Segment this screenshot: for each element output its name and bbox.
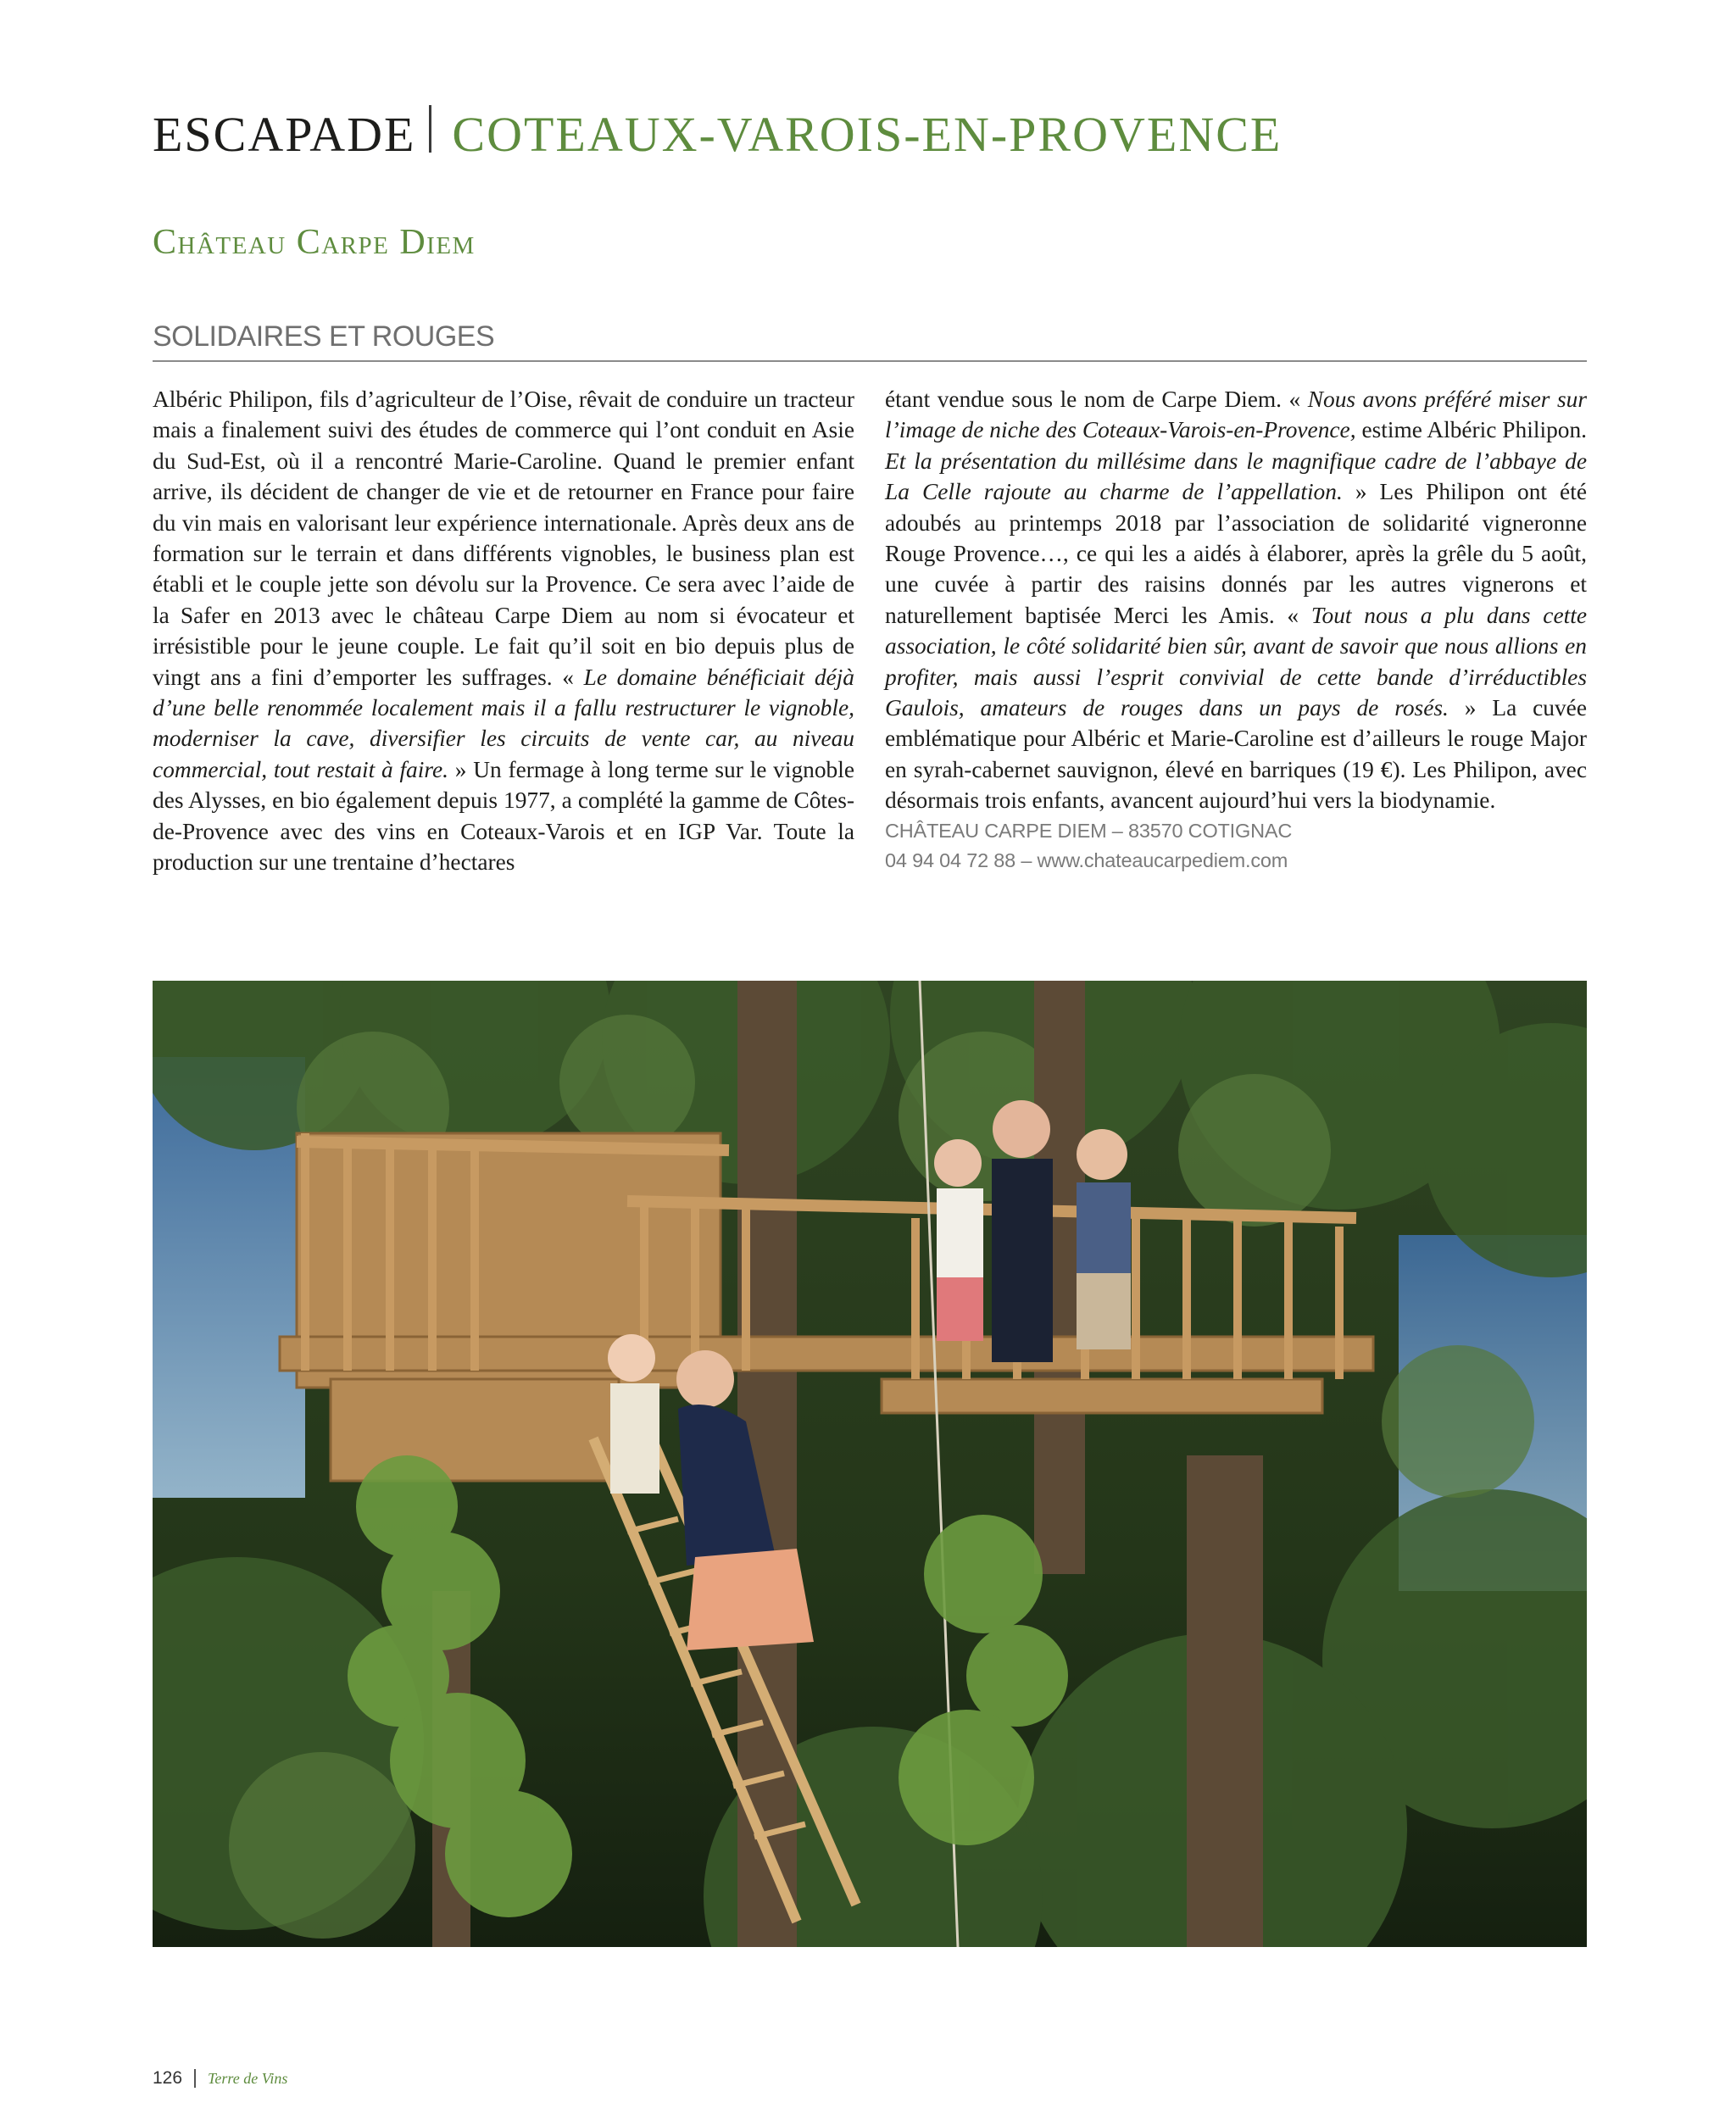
header-divider <box>429 105 431 153</box>
text-run: Nous avons préféré miser sur l’image de niche des Coteaux-Varois-en-Provence, <box>885 387 1587 443</box>
text-run: » La cuvée emblématique pour Albéric et Marie-Caroline est d’ailleurs le rouge Major en syrah-cabernet sauvignon, élevé en barriques (19 €). Les Philipon, avec désormais trois enfants, avancent aujourd’hui vers la biodynamie. <box>885 695 1587 814</box>
page-number: 126 <box>153 2068 183 2088</box>
article-paragraph-left <box>153 384 854 878</box>
treehouse-family-photo <box>153 981 1587 1947</box>
magazine-logo: Terre de Vins <box>208 2069 288 2087</box>
page-header <box>153 103 1282 163</box>
text-run: Tout nous a plu dans cette association, le côté solidarité bien sûr, avant de savoir que nous allions en profiter, mais aussi l’esprit convivial de cette bande d’irréductibles Gaulois, amateurs de rouges dans un pays de rosés. <box>885 602 1587 721</box>
contact-phone-web: 04 94 04 72 88 – www.chateaucarpediem.com <box>885 848 1288 871</box>
article-paragraph-right <box>885 384 1587 816</box>
text-run: Le domaine bénéficiait déjà d’une belle renommée localement mais il a fallu restructurer le vignoble, moderniser la cave, diversifier les circuits de vente car, au niveau commercial, tout restait à faire. <box>153 664 854 782</box>
text-run: » Les Philipon ont été adoubés au printemps 2018 par l’association de solidarité vigneronne Rouge Provence…, ce qui les a aidés à élaborer, après la grêle du 5 août, une cuvée à partir des raisins donnés par les autres vignerons et naturellement baptisée Merci les Amis. « <box>885 479 1587 628</box>
region-title: COTEAUX-VAROIS-EN-PROVENCE <box>452 107 1283 162</box>
text-run: Et la présentation du millésime dans le magnifique cadre de l’abbaye de La Celle rajoute au charme de l’appellation. <box>885 448 1587 505</box>
rubric-label: ESCAPADE <box>153 107 416 162</box>
page-footer <box>153 2068 287 2089</box>
section-heading: SOLIDAIRES ET ROUGES <box>153 320 495 353</box>
text-run: étant vendue sous le nom de Carpe Diem. « <box>885 387 1308 412</box>
text-run: » Un fermage à long terme sur le vignoble des Alysses, en bio également depuis 1977, a complété la gamme de Côtes-de-Provence avec des vins en Coteaux-Varois et en IGP Var. Toute la production sur une trentaine d’hectares <box>153 756 854 876</box>
section-divider <box>153 360 1587 362</box>
text-run: Albéric Philipon, fils d’agriculteur de l’Oise, rêvait de conduire un tracteur mais a finalement suivi des études de commerce qui l’ont conduit en Asie du Sud-Est, où il a rencontré Marie-Caroline. Quand le premier enfant arrive, ils décident de changer de vie et de retourner en France pour faire du vin mais en valorisant leur expérience internationale. Après deux ans de formation sur le terrain et dans différents vignobles, le business plan est établi et le couple jette son dévolu sur la Provence. Ce sera avec l’aide de la Safer en 2013 avec le château Carpe Diem au nom si évocateur et irrésistible pour le jeune couple. Le fait qu’il soit en bio depuis plus de vingt ans a fini d’emporter les suffrages. « <box>153 387 854 690</box>
footer-divider <box>194 2069 196 2088</box>
contact-block <box>885 816 1587 876</box>
article-column-left <box>153 384 854 878</box>
article-column-right <box>885 384 1587 876</box>
chateau-title: Château Carpe Diem <box>153 223 476 262</box>
contact-address: CHÂTEAU CARPE DIEM – 83570 COTIGNAC <box>885 819 1293 842</box>
text-run: estime Albéric Philipon. <box>1355 417 1587 443</box>
